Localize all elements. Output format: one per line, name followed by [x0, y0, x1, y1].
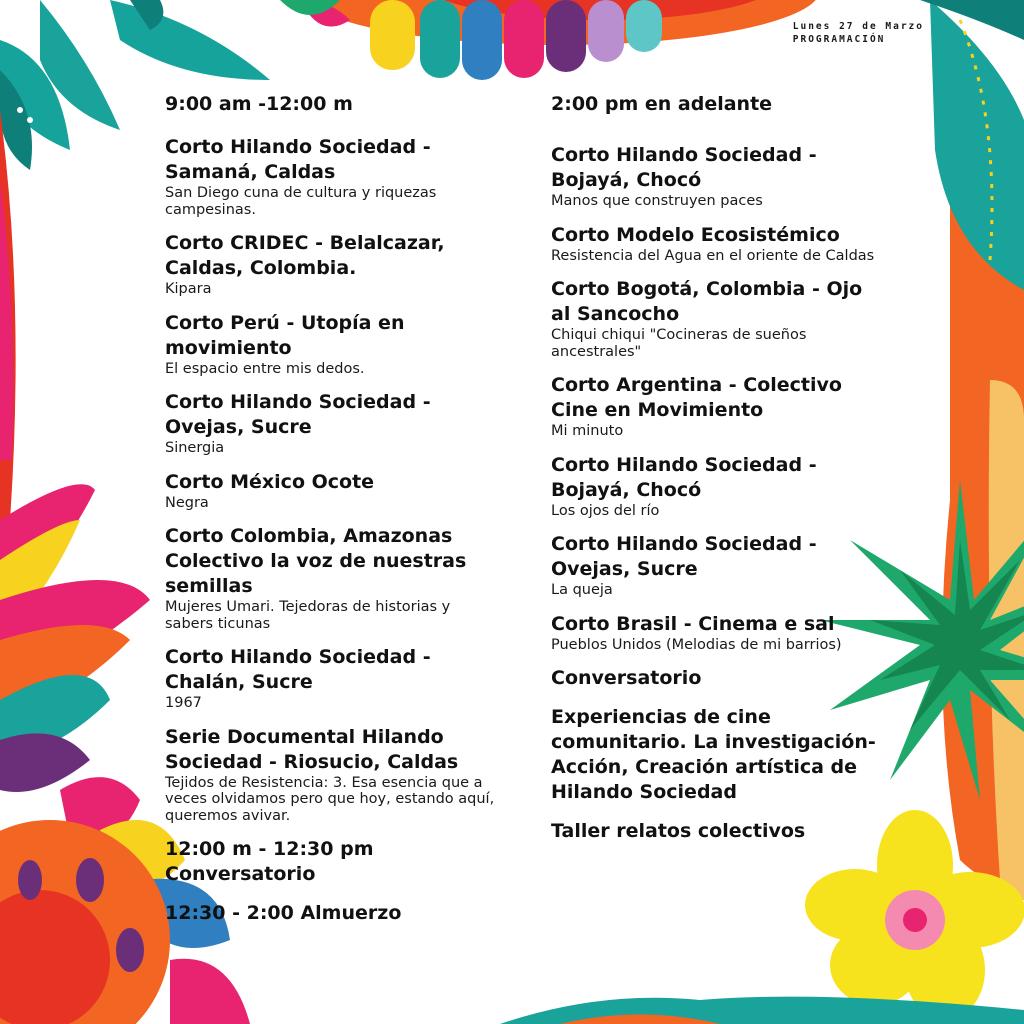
program-item [165, 470, 500, 512]
right-time-slot: 2:00 pm en adelante [551, 93, 773, 115]
program-item [551, 373, 876, 440]
item-title: Corto CRIDEC - Belalcazar, Caldas, Colombia. [165, 232, 445, 279]
program-item [165, 135, 500, 218]
taller-text: Taller relatos colectivos [551, 820, 806, 842]
item-title: Corto Argentina - Colectivo Cine en Movimiento [551, 374, 842, 421]
program-item [165, 524, 500, 632]
experiencias-text: Experiencias de cine comunitario. La investigación-Acción, Creación artística de Hilando Sociedad [551, 706, 876, 803]
header-block [793, 20, 924, 46]
item-title: Corto Hilando Sociedad - Samaná, Caldas [165, 136, 431, 183]
item-subtitle: Chiqui chiqui "Cocineras de sueños ancestrales" [551, 327, 807, 360]
item-title: Corto Hilando Sociedad - Ovejas, Sucre [551, 533, 817, 580]
item-subtitle: Resistencia del Agua en el oriente de Caldas [551, 247, 875, 264]
item-subtitle: Mi minuto [551, 423, 624, 439]
item-title: Corto Hilando Sociedad - Bojayá, Chocó [551, 453, 817, 501]
item-subtitle: Kipara [165, 281, 212, 297]
header-section: PROGRAMACIÓN [792, 34, 886, 45]
item-title: Serie Documental Hilando Sociedad - Riosucio, Caldas [165, 725, 459, 773]
program-item [551, 453, 876, 520]
item-subtitle: Negra [165, 494, 209, 511]
item-subtitle: Mujeres Umari. Tejedoras de historias y sabers ticunas [165, 599, 451, 632]
item-title: Corto Modelo Ecosistémico [551, 223, 840, 246]
item-title: Corto Colombia, Amazonas Colectivo la voz de nuestras semillas [165, 525, 467, 597]
item-title: Corto Bogotá, Colombia - Ojo al Sancocho [551, 278, 863, 325]
header-date: Lunes 27 de Marzo [792, 21, 924, 32]
program-item [551, 223, 876, 265]
item-subtitle: San Diego cuna de cultura y riquezas campesinas. [165, 185, 437, 218]
left-time-slot: 9:00 am -12:00 m [165, 93, 353, 115]
program-item [551, 277, 876, 360]
item-subtitle: Tejidos de Resistencia: 3. Esa esencia que a veces olvidamos pero que hoy, estando aquí, queremos avivar. [165, 774, 495, 824]
item-title: Corto México Ocote [165, 470, 375, 493]
program-item [165, 390, 500, 457]
item-subtitle: La queja [551, 582, 613, 598]
program-item [165, 311, 500, 378]
item-title: Corto Perú - Utopía en movimiento [165, 311, 405, 359]
program-item [551, 143, 876, 210]
right-column [551, 92, 876, 858]
item-subtitle: Sinergia [165, 440, 225, 456]
program-item [165, 231, 500, 298]
item-subtitle: Los ojos del río [551, 502, 660, 519]
item-title: Corto Hilando Sociedad - Ovejas, Sucre [165, 391, 431, 438]
break-conversatorio: 12:00 m - 12:30 pm Conversatorio [165, 838, 374, 885]
program-item [165, 725, 500, 825]
left-column [165, 92, 500, 940]
break-almuerzo: 12:30 - 2:00 Almuerzo [165, 902, 402, 924]
item-title: Corto Hilando Sociedad - Bojayá, Chocó [551, 144, 817, 191]
program-item [165, 645, 500, 712]
item-subtitle: 1967 [165, 695, 202, 711]
program-item [551, 532, 876, 599]
item-subtitle: El espacio entre mis dedos. [165, 360, 365, 377]
conversatorio-heading: Conversatorio [551, 667, 702, 689]
program-item [551, 612, 876, 654]
item-subtitle: Manos que construyen paces [551, 193, 763, 209]
item-title: Corto Brasil - Cinema e sal [551, 612, 835, 635]
item-subtitle: Pueblos Unidos (Melodias de mi barrios) [551, 636, 842, 653]
item-title: Corto Hilando Sociedad - Chalán, Sucre [165, 646, 431, 693]
top-sun-illustration [280, 0, 820, 80]
